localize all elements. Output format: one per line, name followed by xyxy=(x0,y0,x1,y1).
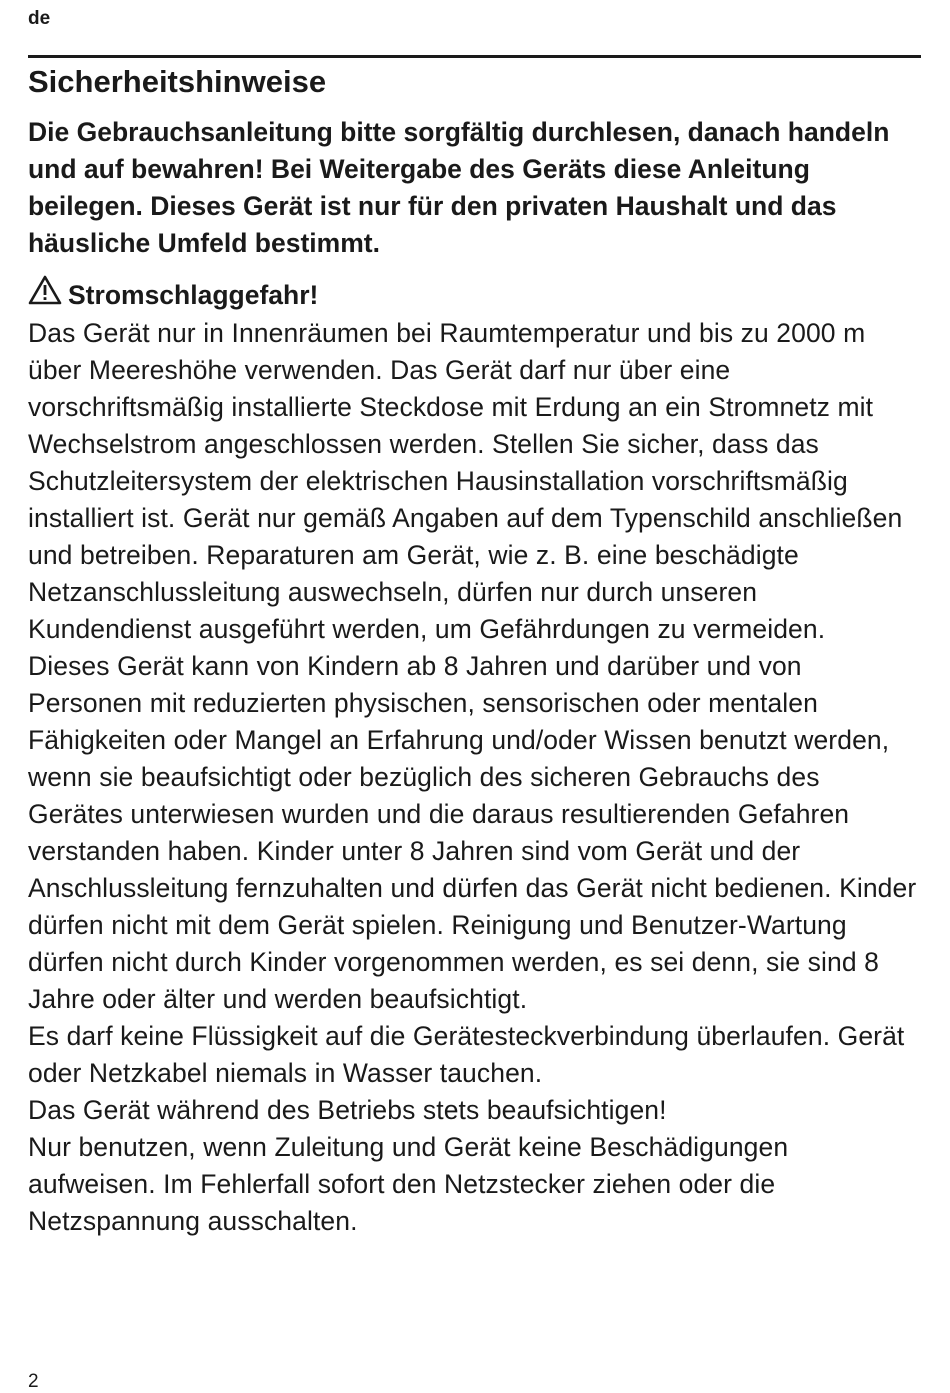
paragraph-electrical: Das Gerät nur in Innenräumen bei Raumtemperatur und bis zu 2000 m über Meereshöhe verwenden. Das Gerät darf nur über eine vorschriftsmäßig installierte Steckdose mit Erdung an ein Stromnetz mit Wechselstrom angeschlossen werden. Stellen Sie sicher, dass das Schutzleitersystem der elektrischen Hausinstallation vorschriftsmäßig installiert ist. Gerät nur gemäß Angaben auf dem Typenschild anschließen und betreiben. Reparaturen am Gerät, wie z. B. eine beschädigte Netzanschlussleitung auswechseln, dürfen nur durch unseren Kundendienst ausgeführt werden, um Gefährdungen zu vermeiden. xyxy=(28,318,903,644)
header-rule xyxy=(28,55,921,58)
warning-heading-text: Stromschlaggefahr! xyxy=(68,279,319,310)
warning-heading xyxy=(28,275,921,315)
page-number: 2 xyxy=(28,1371,39,1392)
paragraph-supervise: Das Gerät während des Betriebs stets beaufsichtigen! xyxy=(28,1095,667,1125)
language-label: de xyxy=(28,8,51,29)
safety-section xyxy=(28,62,921,1240)
intro-text: Die Gebrauchsanleitung bitte sorgfältig durchlesen, danach handeln und auf bewahren! Bei Weitergabe des Geräts diese Anleitung beilegen. Dieses Gerät ist nur für den privaten Haushalt und das häusliche Umfeld bestimmt. xyxy=(28,117,890,258)
paragraph-children: Dieses Gerät kann von Kindern ab 8 Jahren und darüber und von Personen mit reduzierten physischen, sensorischen oder mentalen Fähigkeiten oder Mangel an Erfahrung und/oder Wissen benutzt werden, wenn sie beaufsichtigt oder bezüglich des sicheren Gebrauchs des Gerätes unterwiesen wurden und die daraus resultierenden Gefahren verstanden haben. Kinder unter 8 Jahren sind vom Gerät und der Anschlussleitung fernzuhalten und dürfen das Gerät nicht bedienen. Kinder dürfen nicht mit dem Gerät spielen. Reinigung und Benutzer-Wartung dürfen nicht durch Kinder vorgenommen werden, es sei denn, sie sind 8 Jahre oder älter und werden beaufsichtigt. xyxy=(28,651,917,1014)
section-title: Sicherheitshinweise xyxy=(28,64,327,99)
warning-triangle-icon xyxy=(28,275,68,315)
paragraph-liquid: Es darf keine Flüssigkeit auf die Gerätesteckverbindung überlaufen. Gerät oder Netzkabel niemals in Wasser tauchen. xyxy=(28,1021,905,1088)
paragraph-damage: Nur benutzen, wenn Zuleitung und Gerät keine Beschädigungen aufweisen. Im Fehlerfall sofort den Netzstecker ziehen oder die Netzspannung ausschalten. xyxy=(28,1132,789,1236)
